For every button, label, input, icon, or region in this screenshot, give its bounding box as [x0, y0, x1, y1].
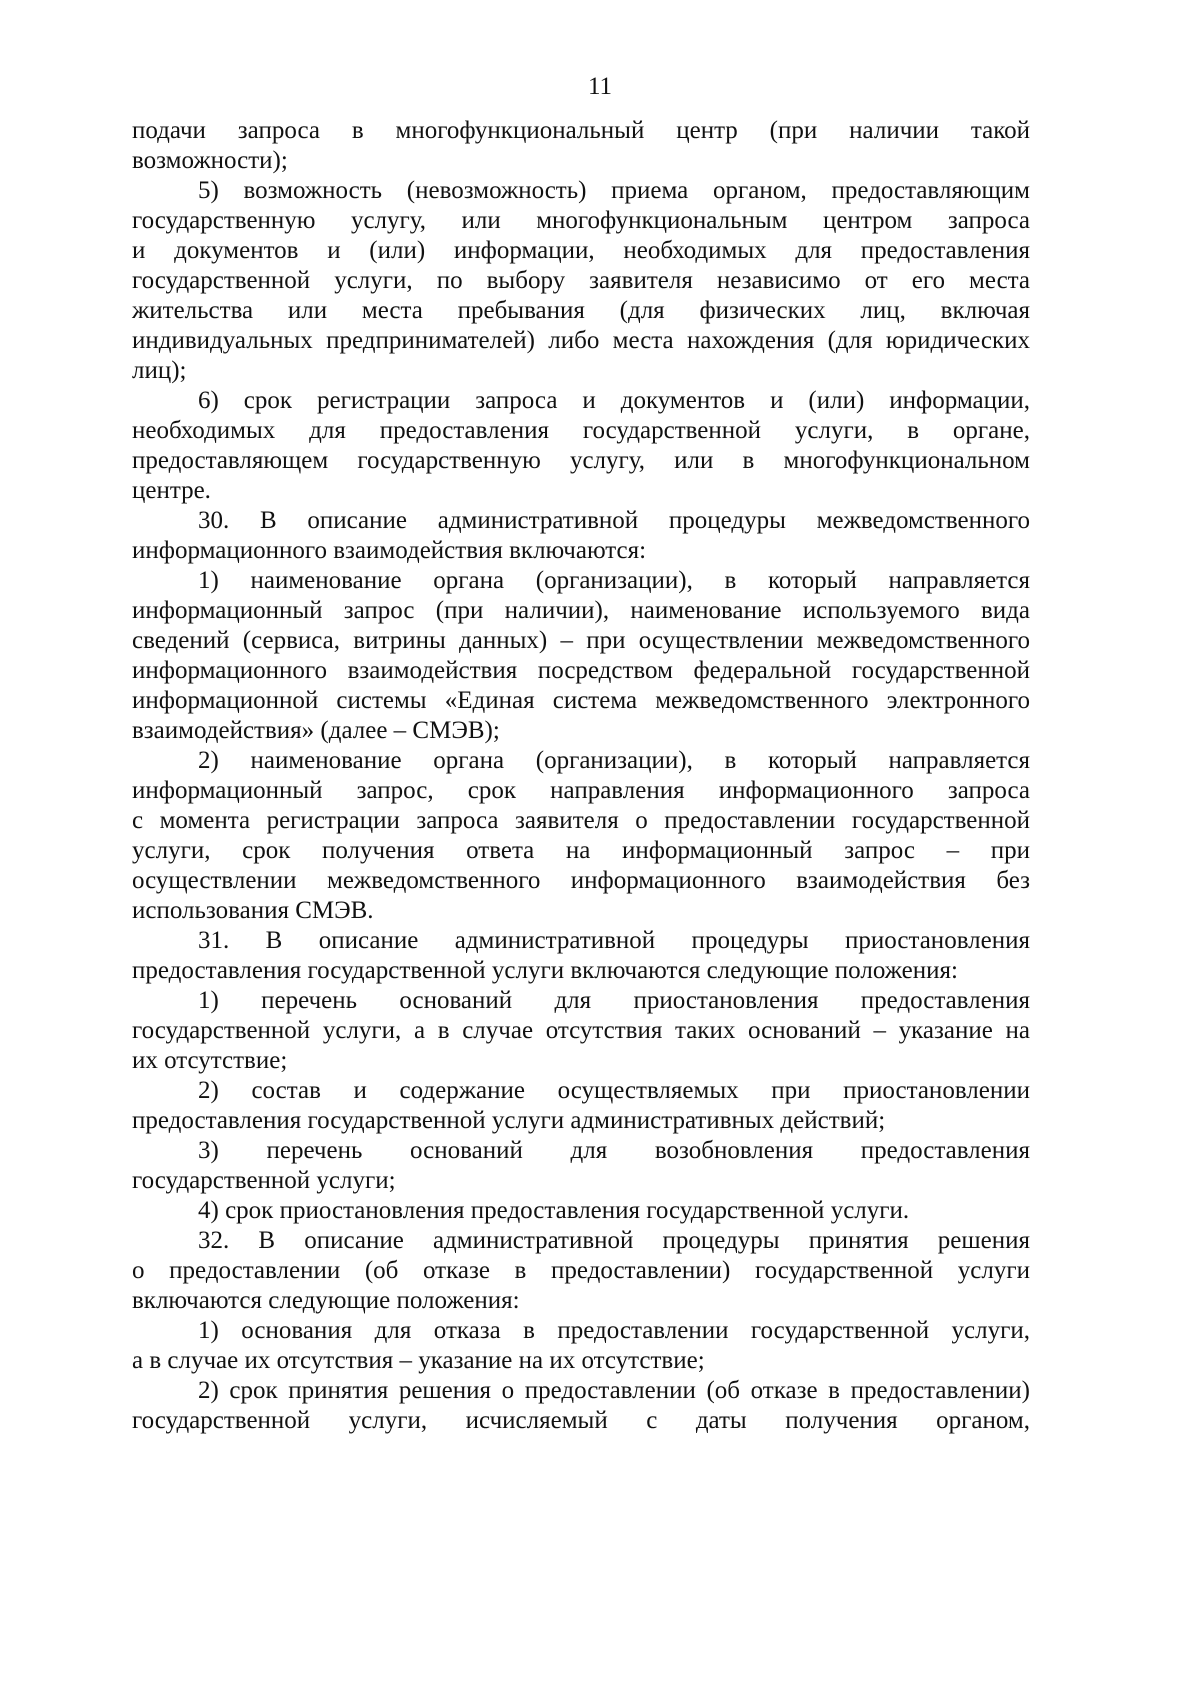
text-line: их отсутствие;: [132, 1047, 288, 1074]
text-line: информационный запрос, срок направления информационного запроса: [132, 777, 1030, 804]
text-line: 2) срок принятия решения о предоставлении (об отказе в предоставлении): [198, 1377, 1030, 1404]
text-line: 6) срок регистрации запроса и документов и (или) информации,: [198, 387, 1030, 414]
text-line: государственной услуги, исчисляемый с даты получения органом,: [132, 1407, 1030, 1434]
page-number: 11: [587, 73, 613, 100]
text-line: услуги, срок получения ответа на информационный запрос – при: [132, 837, 1030, 864]
text-line: государственной услуги;: [132, 1167, 396, 1194]
text-line: необходимых для предоставления государственной услуги, в органе,: [132, 417, 1030, 444]
text-line: информационной системы «Единая система межведомственного электронного: [132, 687, 1030, 714]
text-line: а в случае их отсутствия – указание на их отсутствие;: [132, 1347, 705, 1374]
text-line: предоставления государственной услуги административных действий;: [132, 1107, 886, 1134]
text-line: 1) основания для отказа в предоставлении государственной услуги,: [198, 1317, 1030, 1344]
text-line: 31. В описание административной процедуры приостановления: [198, 927, 1030, 954]
text-line: подачи запроса в многофункциональный центр (при наличии такой: [132, 117, 1030, 144]
text-line: индивидуальных предпринимателей) либо места нахождения (для юридических: [132, 327, 1030, 354]
text-line: 5) возможность (невозможность) приема органом, предоставляющим: [198, 177, 1030, 204]
text-line: 2) состав и содержание осуществляемых при приостановлении: [198, 1077, 1030, 1104]
text-line: 32. В описание административной процедуры принятия решения: [198, 1227, 1030, 1254]
text-line: осуществлении межведомственного информационного взаимодействия без: [132, 867, 1030, 894]
text-line: сведений (сервиса, витрины данных) – при осуществлении межведомственного: [132, 627, 1030, 654]
text-line: взаимодействия» (далее – СМЭВ);: [132, 717, 500, 744]
text-line: предоставления государственной услуги включаются следующие положения:: [132, 957, 958, 984]
text-line: государственную услугу, или многофункциональным центром запроса: [132, 207, 1030, 234]
text-line: использования СМЭВ.: [132, 897, 374, 924]
text-line: жительства или места пребывания (для физических лиц, включая: [132, 297, 1030, 324]
text-line: 1) перечень оснований для приостановления предоставления: [198, 987, 1030, 1014]
text-line: 2) наименование органа (организации), в который направляется: [198, 747, 1030, 774]
text-line: лиц);: [132, 357, 187, 384]
document-body: [132, 116, 1030, 1436]
text-line: 4) срок приостановления предоставления государственной услуги.: [198, 1197, 910, 1224]
text-line: центре.: [132, 477, 211, 504]
text-line: государственной услуги, а в случае отсутствия таких оснований – указание на: [132, 1017, 1030, 1044]
text-line: 3) перечень оснований для возобновления предоставления: [198, 1137, 1030, 1164]
text-line: информационного взаимодействия посредством федеральной государственной: [132, 657, 1030, 684]
text-line: о предоставлении (об отказе в предоставлении) государственной услуги: [132, 1257, 1030, 1284]
text-line: государственной услуги, по выбору заявителя независимо от его места: [132, 267, 1030, 294]
text-line: включаются следующие положения:: [132, 1287, 520, 1314]
text-line: возможности);: [132, 147, 288, 174]
text-line: и документов и (или) информации, необходимых для предоставления: [132, 237, 1030, 264]
text-line: информационного взаимодействия включаются:: [132, 537, 647, 564]
text-line: информационный запрос (при наличии), наименование используемого вида: [132, 597, 1030, 624]
text-line: предоставляющем государственную услугу, или в многофункциональном: [132, 447, 1030, 474]
text-line: 30. В описание административной процедуры межведомственного: [198, 507, 1030, 534]
text-line: 1) наименование органа (организации), в который направляется: [198, 567, 1030, 594]
text-line: с момента регистрации запроса заявителя о предоставлении государственной: [132, 807, 1030, 834]
